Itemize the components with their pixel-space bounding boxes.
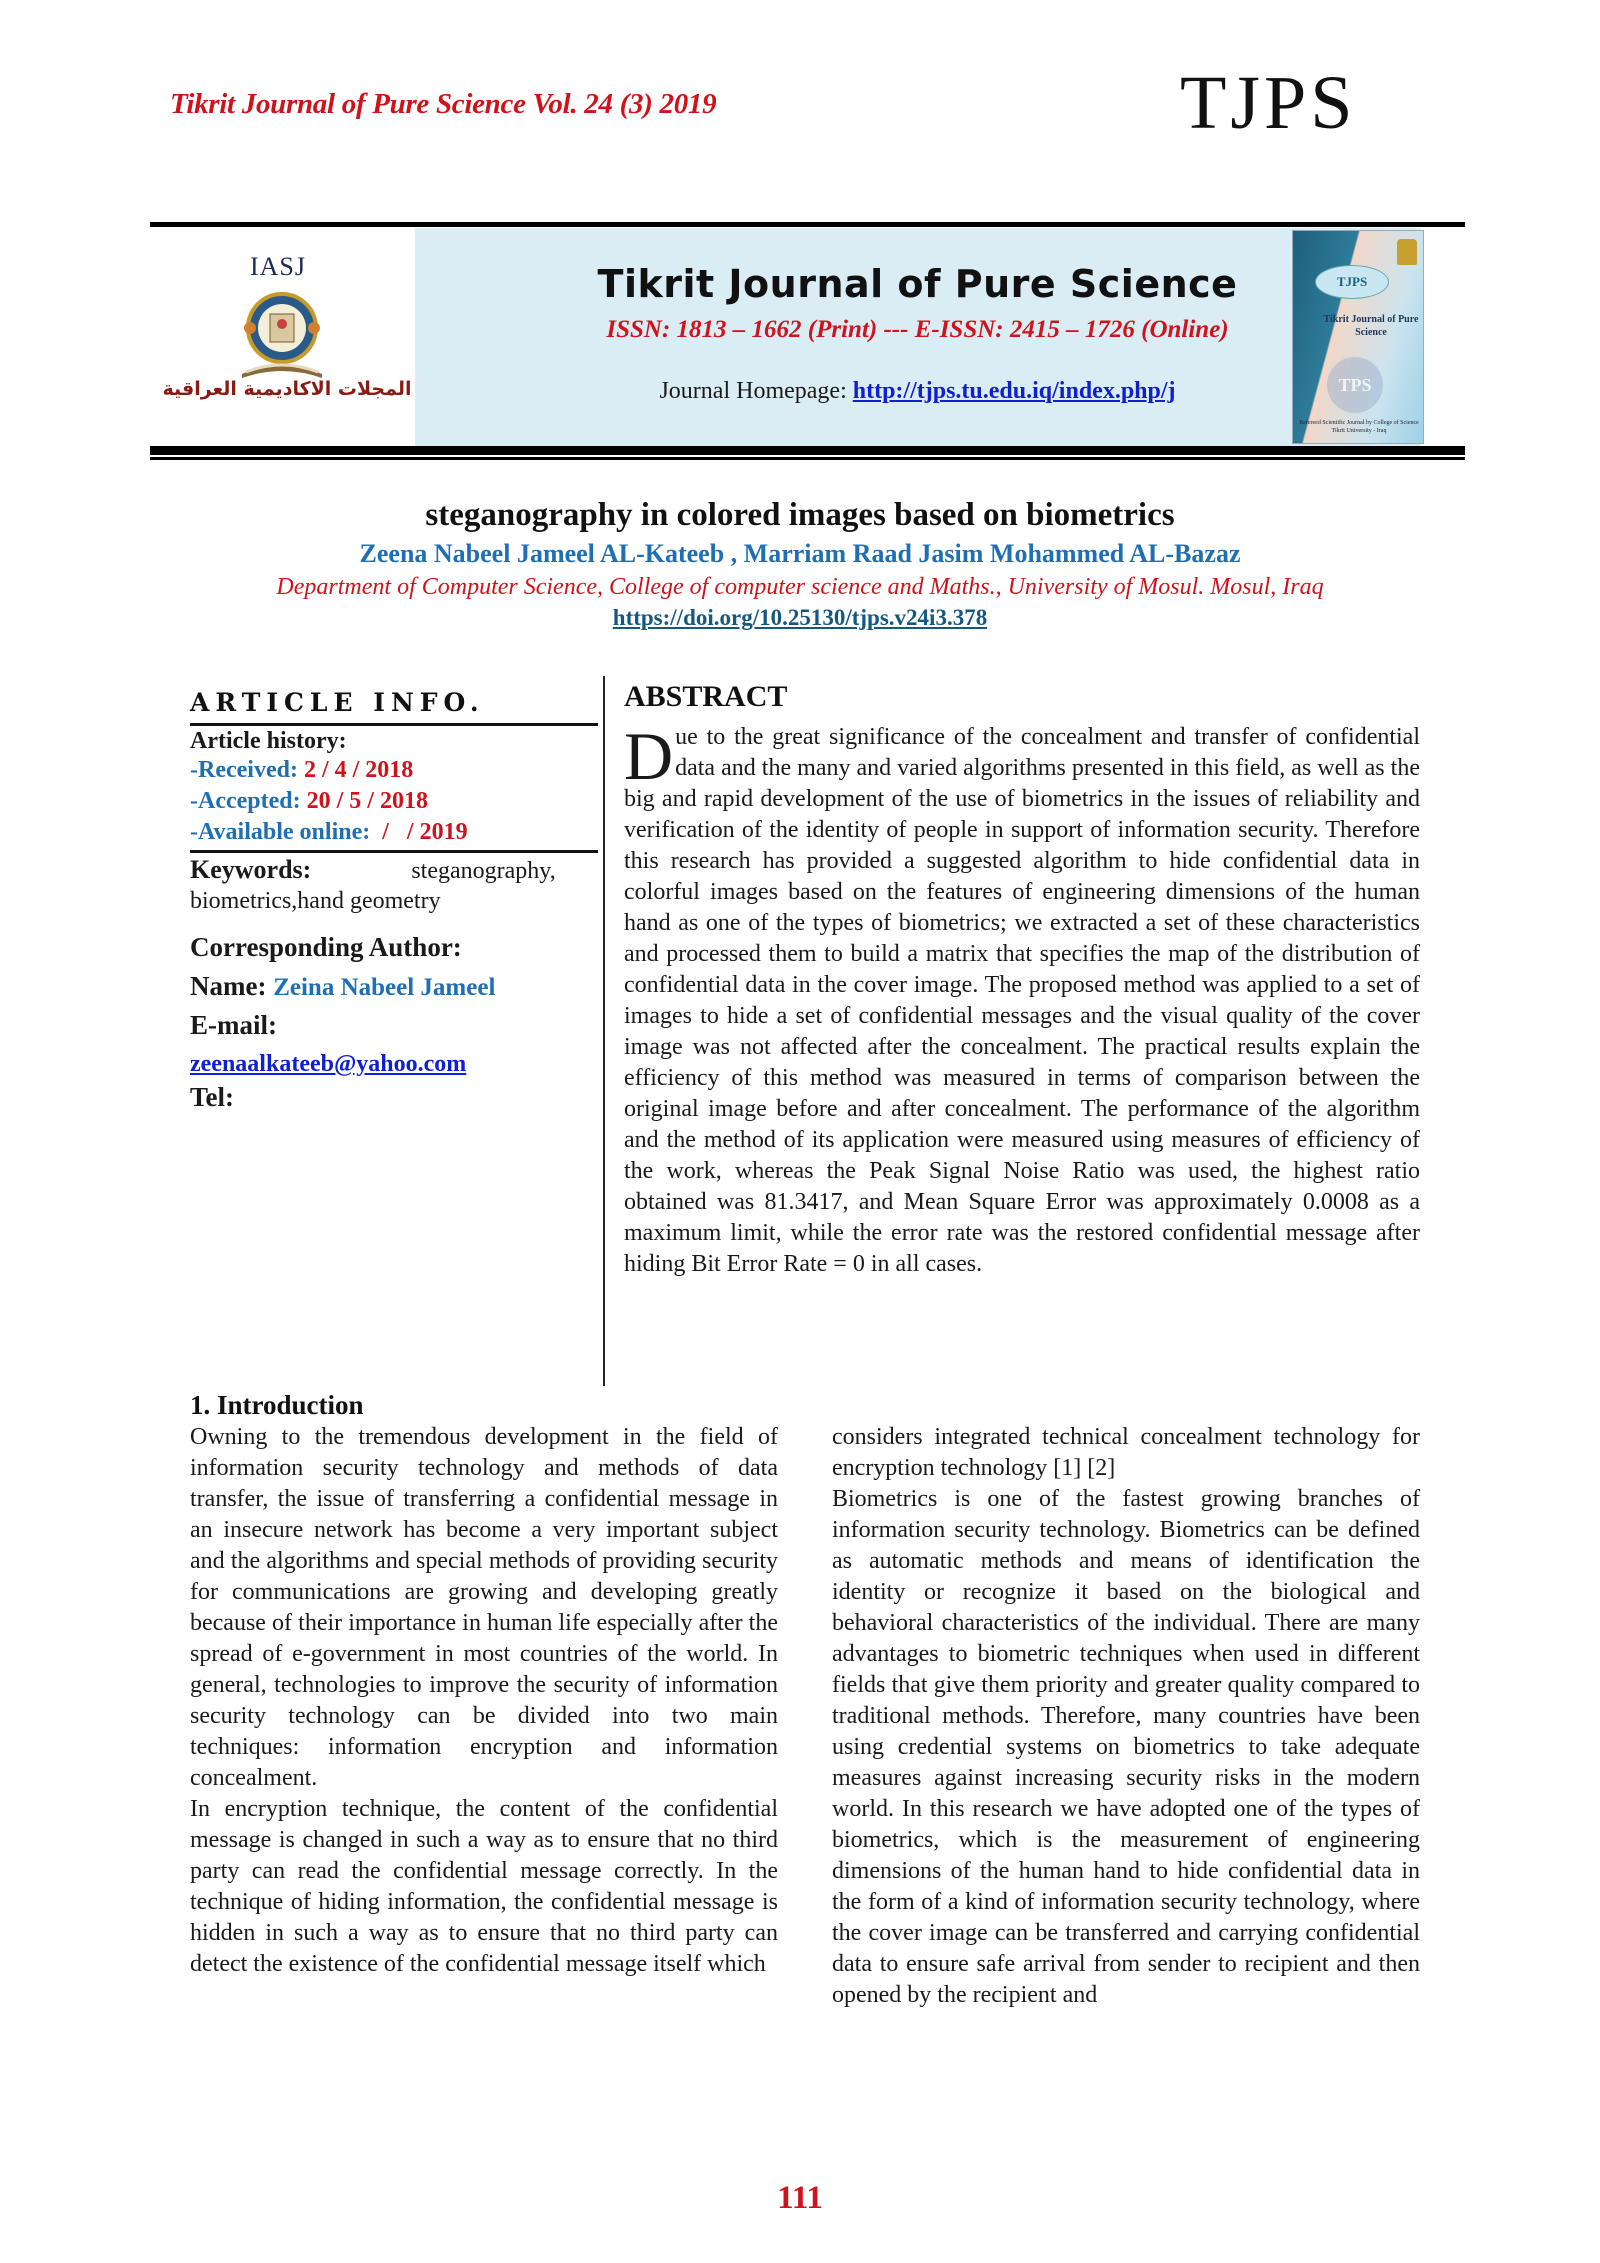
tjps-logo: TJPS <box>1180 61 1357 145</box>
article-info-heading: ARTICLE INFO. <box>190 688 485 717</box>
divider <box>190 723 598 726</box>
abstract <box>624 680 1420 1280</box>
keywords-value: steganography, biometrics,hand geometry <box>190 858 556 914</box>
history-date: / / 2019 <box>376 819 468 845</box>
tel-label: Tel: <box>190 1082 235 1112</box>
introduction-right-column <box>832 1422 1420 2011</box>
cover-emblem: TPS <box>1327 357 1383 413</box>
corresponding-author-label: Corresponding Author: <box>190 932 462 962</box>
section-heading-introduction: 1. Introduction <box>190 1390 364 1420</box>
abstract-heading: ABSTRACT <box>624 680 788 713</box>
paragraph: In encryption technique, the content of the confidential message is changed in such a way as to ensure that no third party can read the confidential message correctly. In the technique of hiding information, the confidential message is hidden in such a way as to ensure that no third party can detect the existence of the confidential message itself which <box>190 1796 778 1977</box>
column-divider <box>603 676 605 1386</box>
paragraph: considers integrated technical concealment technology for encryption technology [1] [2] <box>832 1424 1420 1481</box>
drop-cap: D <box>624 718 674 794</box>
divider <box>190 850 598 853</box>
banner-top-rule <box>150 222 1465 227</box>
article-info <box>190 688 598 1113</box>
banner-bottom-rule <box>150 446 1465 455</box>
issn-line: ISSN: 1813 – 1662 (Print) --- E-ISSN: 2415 – 1726 (Online) <box>606 316 1229 343</box>
iasj-emblem-icon <box>232 286 332 386</box>
history-received <box>190 755 598 786</box>
history-accepted <box>190 786 598 817</box>
article-history-label: Article history: <box>190 728 347 754</box>
banner-center <box>415 228 1420 446</box>
abstract-text: ue to the great significance of the concealment and transfer of confidential data and the many and varied algorithms presented in this field, as well as the big and rapid development of the use of biometrics in the issues of reliability and verification of the identity of people in support of information security. Therefore this research has provided a suggested algorithm to hide confidential data in colorful images based on the features of engineering dimensions of the human hand as one of the types of biometrics; we extracted a set of these characteristics and processed them to build a matrix that specifies the map of the distribution of confidential data in the cover image. The proposed method was applied to a set of images to hide a set of confidential messages and the visual quality of the cover image was not affected after the concealment. The practical results explain the efficiency of this method was measured in terms of comparison between the original image before and after concealment. The performance of the algorithm and the method of its application were measured using measures of efficiency of the work, whereas the Peak Signal Noise Ratio was used, the highest ratio obtained was 81.3417, and Mean Square Error was approximately 0.0008 as a maximum limit, while the error rate was the restored confidential message after hiding Bit Error Rate = 0 in all cases. <box>624 724 1420 1277</box>
authors: Zeena Nabeel Jameel AL-Kateeb , Marriam Raad Jasim Mohammed AL-Bazaz <box>359 539 1241 568</box>
page-number: 111 <box>777 2180 823 2216</box>
author-name: Zeina Nabeel Jameel <box>273 974 496 1001</box>
homepage-label: Journal Homepage: <box>659 378 847 404</box>
abstract-body <box>624 718 1420 1280</box>
cover-oval-label: TJPS <box>1315 265 1389 299</box>
introduction-left-column <box>190 1422 778 1980</box>
author-name-row <box>190 971 598 1002</box>
paper-title: steganography in colored images based on biometrics <box>425 497 1175 533</box>
history-label: -Received: <box>190 757 298 783</box>
affiliation: Department of Computer Science, College of computer science and Maths., University of Mosul. Mosul, Iraq <box>276 574 1324 600</box>
history-date: 20 / 5 / 2018 <box>306 788 428 814</box>
history-available-online <box>190 817 598 848</box>
iasj-label: IASJ <box>250 252 307 281</box>
banner-bottom-rule-thin <box>150 457 1465 460</box>
journal-banner <box>150 228 1465 446</box>
history-label: -Available online: <box>190 819 371 845</box>
journal-homepage <box>415 378 1420 405</box>
email-label: E-mail: <box>190 1010 277 1040</box>
iasj-logo <box>150 228 414 446</box>
journal-name: Tikrit Journal of Pure Science <box>597 262 1238 306</box>
name-label: Name: <box>190 971 267 1001</box>
doi-link[interactable]: https://doi.org/10.25130/tjps.v24i3.378 <box>612 605 988 630</box>
keywords-label: Keywords: <box>190 855 312 884</box>
paragraph: Biometrics is one of the fastest growing branches of information security technology. Biometrics can be defined as automatic methods and means of identification the identity or recognize it based on the biological and behavioral characteristics of the individual. There are many advantages to biometric techniques when used in different fields that give them priority and greater quality compared to traditional methods. Therefore, many countries have been using credential systems on biometrics to take adequate measures against increasing security risks in the modern world. In this research we have adopted one of the types of biometrics, which is the measurement of engineering dimensions of the human hand to hide confidential data in the form of a kind of information security technology, where the cover image can be transferred and carrying confidential data to ensure safe arrival from sender to recipient and then opened by the recipient and <box>832 1486 1420 2008</box>
doi <box>0 605 1600 631</box>
cover-footer: Refereed Scientific Journal by College of Science Tikrit University - Iraq <box>1299 420 1419 434</box>
homepage-link[interactable]: http://tjps.tu.edu.iq/index.php/j <box>852 378 1176 404</box>
keywords <box>190 855 598 916</box>
crest-icon <box>1397 239 1417 265</box>
cover-title: Tikrit Journal of Pure Science <box>1323 314 1419 338</box>
iasj-arabic-label: المجلات الاكاديمية العراقية <box>162 378 412 400</box>
history-date: 2 / 4 / 2018 <box>303 757 414 783</box>
running-head: Tikrit Journal of Pure Science Vol. 24 (3) 2019 <box>170 88 717 120</box>
email-link[interactable]: zeenaalkateeb@yahoo.com <box>190 1051 467 1077</box>
journal-cover-image <box>1292 230 1424 444</box>
paragraph: Owning to the tremendous development in the field of information security technology and methods of data transfer, the issue of transferring a confidential message in an insecure network has become a very important subject and the algorithms and special methods of providing security for communications are growing and developing greatly because of their importance in human life especially after the spread of e-government in most countries of the world. In general, technologies to improve the security of information security technology can be divided into two main techniques: information encryption and information concealment. <box>190 1424 778 1791</box>
history-label: -Accepted: <box>190 788 301 814</box>
